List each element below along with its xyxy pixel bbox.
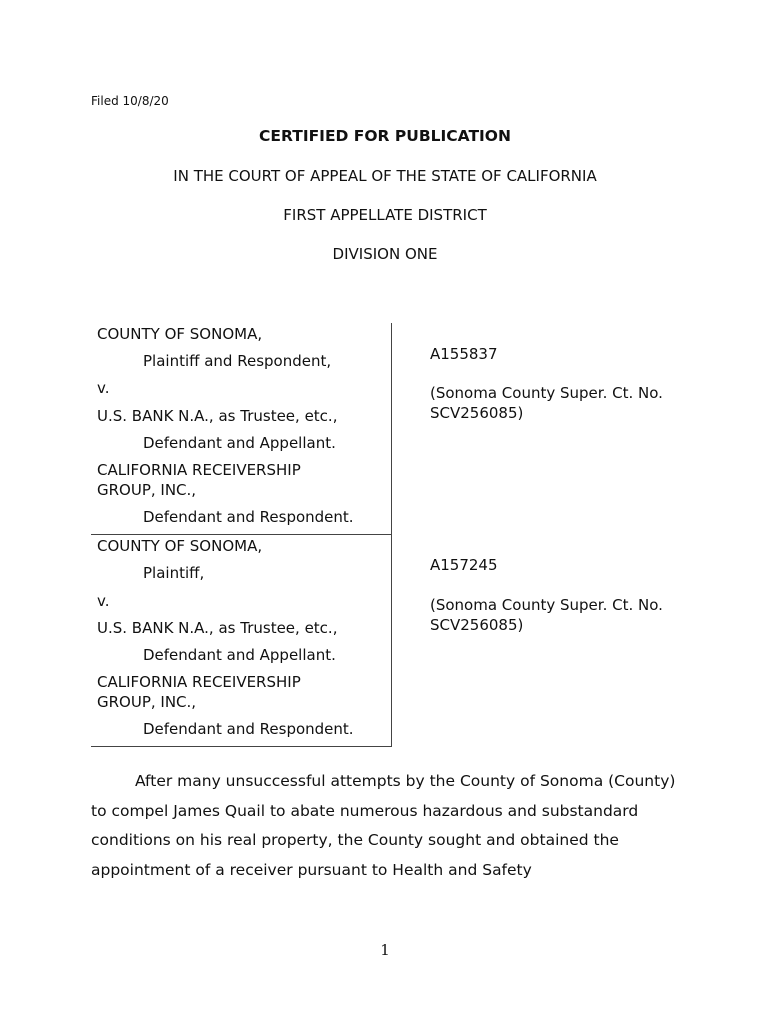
case-caption-1: [91, 323, 392, 535]
party-appellant-role: Defendant and Appellant.: [143, 434, 336, 452]
opinion-body: [91, 767, 681, 885]
party-appellant: U.S. BANK N.A., as Trustee, etc.,: [97, 407, 338, 425]
party-respondent-role: Defendant and Respondent.: [143, 508, 354, 526]
party-respondent: CALIFORNIA RECEIVERSHIP GROUP, INC.,: [97, 461, 301, 499]
party-plaintiff-role: Plaintiff and Respondent,: [143, 352, 332, 370]
page-number: 1: [380, 941, 390, 959]
court-heading: IN THE COURT OF APPEAL OF THE STATE OF CALIFORNIA: [173, 167, 597, 185]
versus: v.: [97, 592, 110, 610]
filed-date: Filed 10/8/20: [91, 94, 169, 108]
district-heading: FIRST APPELLATE DISTRICT: [283, 206, 487, 224]
party-plaintiff-role: Plaintiff,: [143, 564, 205, 582]
party-plaintiff: COUNTY OF SONOMA,: [97, 325, 263, 343]
opinion-paragraph: After many unsuccessful attempts by the County of Sonoma (County) to compel James Quail to abate numerous hazardous and substandard conditions on his real property, the County sought and obtained the appointment of a receiver pursuant to Health and Safety: [91, 772, 676, 879]
division-heading: DIVISION ONE: [332, 245, 438, 263]
party-appellant-role: Defendant and Appellant.: [143, 646, 336, 664]
party-appellant: U.S. BANK N.A., as Trustee, etc.,: [97, 619, 338, 637]
case-caption-2: [91, 535, 392, 747]
party-plaintiff: COUNTY OF SONOMA,: [97, 537, 263, 555]
case-number-2: A157245: [430, 556, 498, 574]
court-reference-1: (Sonoma County Super. Ct. No. SCV256085): [430, 384, 663, 422]
certified-heading: CERTIFIED FOR PUBLICATION: [259, 127, 511, 145]
case-number-1: A155837: [430, 345, 498, 363]
court-reference-2: (Sonoma County Super. Ct. No. SCV256085): [430, 596, 663, 634]
versus: v.: [97, 379, 110, 397]
party-respondent-role: Defendant and Respondent.: [143, 720, 354, 738]
party-respondent: CALIFORNIA RECEIVERSHIP GROUP, INC.,: [97, 673, 301, 711]
